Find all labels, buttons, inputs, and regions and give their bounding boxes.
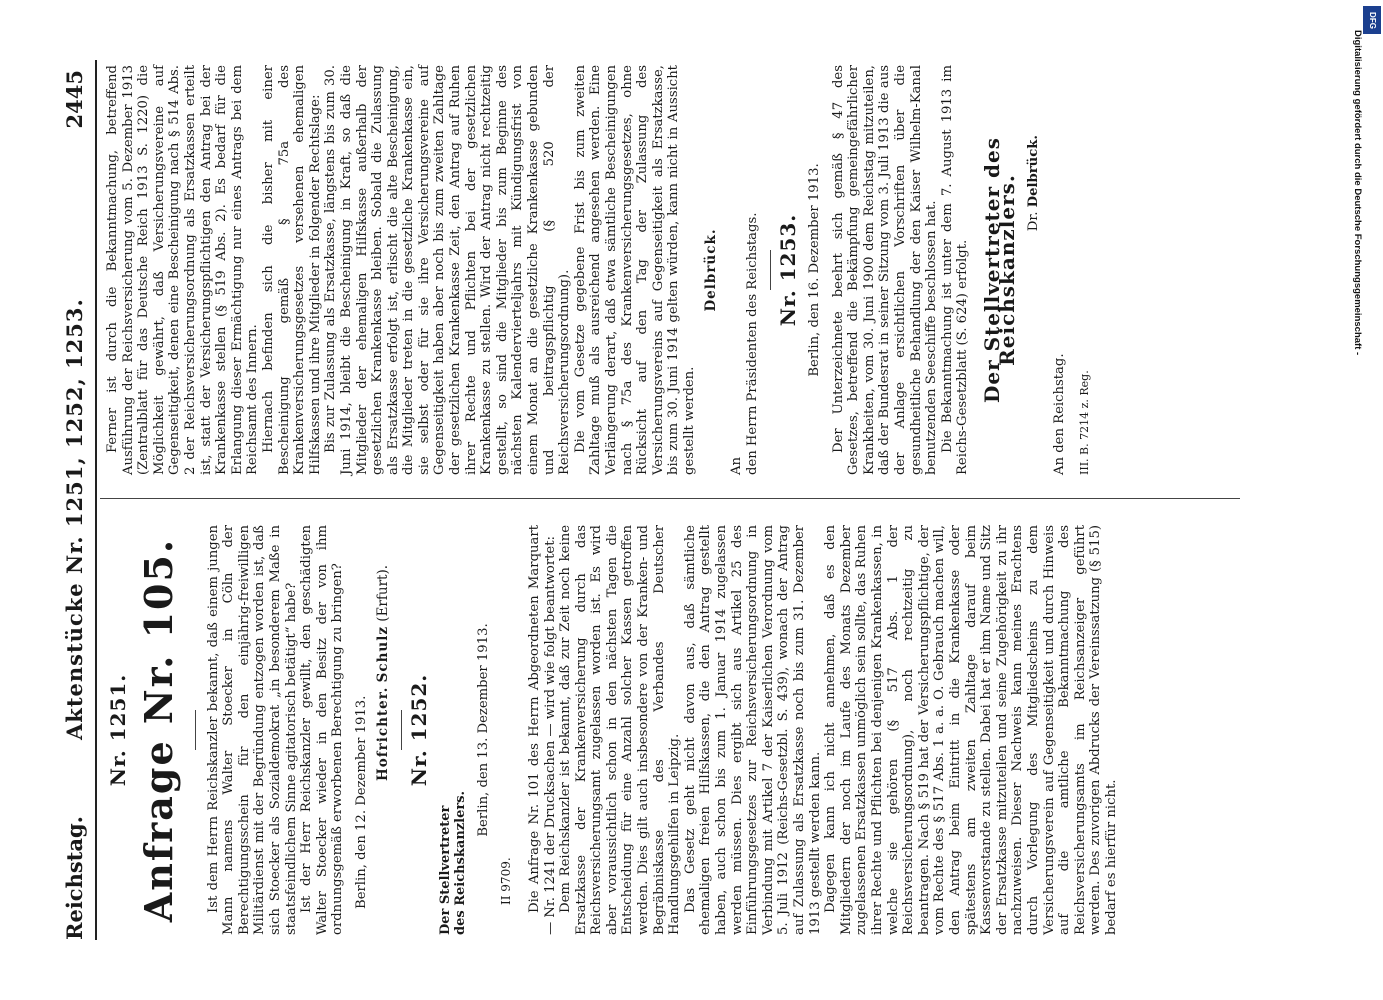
digitization-note: Digitalisierung gefördert durch die Deutsche Forschungsgemeinschaft - — [1352, 30, 1363, 356]
nr-1252-heading: Nr. 1252. — [407, 673, 432, 787]
signature-name-2: Schulz — [374, 626, 391, 683]
addressee-reichstag: An den Reichstag. — [1051, 353, 1067, 475]
nr-1253-heading: Nr. 1253. — [776, 213, 801, 327]
signature-place: (Erfurt). — [374, 565, 391, 622]
header-left: Reichstag. — [62, 816, 87, 940]
short-divider — [195, 710, 196, 750]
intro-paragraph: Die Anfrage Nr. 101 des Herrn Abgeordneten Marquart — Nr. 1241 der Drucksachen — wird wie folgt beantwortet: — [526, 525, 558, 935]
nr-1251-heading: Nr. 1251. — [106, 673, 130, 787]
left-column — [105, 525, 1119, 935]
dfg-logo — [1363, 6, 1381, 34]
body-paragraph: Bis zur Zulassung als Ersatzkasse, längstens bis zum 30. Juni 1914, bleibt die Bescheinigung in Kraft, so daß die Mitglieder der ehemaligen Hilfskasse außerhalb der gesetzlichen Krankenkasse bleiben. Sobald die Zulassung als Ersatzkasse erfolgt ist, erlischt die alte Bescheinigung, die Mitglieder treten in die gesetzliche Krankenkasse ein, sie selbst oder für sie ihre Versicherungsvereine auf Gegenseitigkeit haben aber noch bis zum zweiten Zahltage der gesetzlichen Krankenkasse Zeit, den Antrag auf Ruhen ihrer Rechte und Pflichten bei der gesetzlichen Krankenkasse zu stellen. Wird der Antrag nicht rechtzeitig gestellt, so sind die Mitglieder bis zum Beginne des nächsten Kalendervierteljahrs mit Kündigungsfrist von einem Monat an die gesetzliche Krankenkasse gebunden und beitragspflichtig (§ 520 der Reichsversicherungsordnung). — [323, 65, 573, 475]
body-paragraph: Hiernach befinden sich die bisher mit einer Bescheinigung gemäß § 75a des Krankenversicherungsgesetzes versehenen ehemaligen Hilfskassen und ihre Mitglieder in folgender Rechtslage: — [260, 65, 323, 475]
stellvertreter-line-1: Der Stellvertreter — [437, 805, 453, 935]
reference-number: II 9709. — [499, 857, 514, 905]
signature-name: Hofrichter. — [374, 686, 391, 781]
body-paragraph: Ferner ist durch die Bekanntmachung, betreffend Ausführung der Reichsversicherung vom 5. Dezember 1913 (Zentralblatt für das Deutsche Reich 1913 S. 1220) die Möglichkeit gewährt, daß Versicherungsvereine auf Gegenseitigkeit, denen eine Bescheinigung nach § 514 Abs. 2 der Reichsversicherungsordnung als Ersatzkassen erteilt ist, statt der Versicherungspflichtigen den Antrag bei der Krankenkasse stellen (§ 519 Abs. 2). Es bedarf für die Erlangung dieser Ermächtigung nur eines Antrags bei dem Reichsamt des Innern. — [105, 65, 261, 475]
date-line: Berlin, den 12. Dezember 1913. — [353, 695, 369, 909]
signature-name: Delbrück. — [702, 228, 719, 312]
header-title: Aktenstücke Nr. 1251, 1252, 1253. — [62, 298, 87, 740]
stellvertreter-label — [438, 525, 468, 935]
anfrage-title: Anfrage Nr. 105. — [135, 537, 181, 923]
signature-delbrueck — [704, 65, 720, 475]
stellvertreter-heading: Der Stellvertreter des Reichskanzlers. — [979, 137, 1020, 403]
addressee-line-2: den Herrn Präsidenten des Reichstags. — [744, 212, 760, 475]
body-paragraph: Der Unterzeichnete beehrt sich gemäß § 47 des Gesetzes, betreffend die Bekämpfung gemeingefährlicher Krankheiten, vom 30. Juni 1900 dem Reichstag mitzuteilen, daß der Bundesrat in seiner Sitzung vom 3. Juli 1913 die aus der Anlage ersichtlichen Vorschriften über die gesundheitliche Behandlung der den Kaiser Wilhelm-Kanal benutzenden Seeschiffe beschlossen hat. — [830, 65, 940, 475]
right-column — [105, 65, 1093, 475]
page-number: 2445 — [62, 70, 87, 129]
addressee-line-1: An — [729, 456, 745, 475]
page-header — [62, 60, 92, 940]
answer-paragraph: Dagegen kann ich nicht annehmen, daß es den Mitgliedern der noch im Laufe des Monats Dezember zugelassenen Ersatzkassen unmöglich sein sollte, das Ruhen ihrer Rechte und Pflichten bei denjenigen Krankenkassen, in welche sie gehören (§ 517 Abs. 1 der Reichsversicherungsordnung), noch rechtzeitig zu beantragen. Nach § 519 hat der Versicherungspflichtige, der vom Rechte des § 517 Abs. 1 a. a. O. Gebrauch machen will, den Antrag beim Eintritt in die Krankenkasse oder spätestens am zweiten Zahltage darauf beim Kassenvorstande zu stellen. Dabei hat er ihm Name und Sitz der Ersatzkasse mitzuteilen und seine Zugehörigkeit zu ihr nachzuweisen. Dieser Nachweis kann meines Erachtens durch Vorlegung des Mitgliedscheins zu dem Versicherungsverein auf Gegenseitigkeit und durch Hinweis auf die amtliche Bekanntmachung des Reichsversicherungsamts im Reichsanzeiger geführt werden. Des zuvorigen Abdrucks der Vereinssatzung (§ 515) bedarf es hierfür nicht. — [823, 525, 1119, 935]
stellvertreter-line-2: des Reichskanzlers. — [452, 790, 468, 935]
dfg-logo-text: DFG — [1367, 11, 1377, 29]
body-paragraph: Die Bekanntmachung ist unter dem 7. August 1913 im Reichs-Gesetzblatt (S. 624) erfolgt. — [939, 65, 971, 475]
signature-name: Delbrück. — [1026, 135, 1042, 208]
signature-title: Dr. — [1026, 211, 1042, 232]
addressee — [729, 65, 760, 475]
date-line: Berlin, den 16. Dezember 1913. — [806, 163, 822, 377]
anfrage-paragraph: Ist dem Herrn Reichskanzler bekannt, daß einem jungen Mann namens Walter Stoecker in Cöln der Berechtigungsschein für den einjährig-freiwilligen Militärdienst mit der Begründung entzogen worden ist, daß sich Stoecker als Sozialdemokrat „in besonderem Maße in staatsfeindlichem Sinne agitatorisch betätigt“ habe? — [205, 525, 299, 935]
anfrage-paragraph: Ist der Herr Reichskanzler gewillt, den geschädigten Walter Stoecker wieder in den Besitz der von ihm ordnungsgemäß erworbenen Berechtigung zu bringen? — [299, 525, 346, 935]
signature-line — [376, 565, 392, 935]
answer-paragraph: Das Gesetz geht nicht davon aus, daß sämtliche ehemaligen freien Hilfskassen, die den Antrag gestellt haben, auch schon bis zum 1. Januar 1914 zugelassen werden müssen. Dies ergibt sich aus Artikel 25 des Einführungsgesetzes zur Reichsversicherungsordnung in Verbindung mit Artikel 7 der Kaiserlichen Verordnung vom 5. Juli 1912 (Reichs-Gesetzbl. S. 439), wonach der Antrag auf Zulassung als Ersatzkasse noch bis zum 31. Dezember 1913 gestellt werden kann. — [682, 525, 823, 935]
body-paragraph: Die vom Gesetze gegebene Frist bis zum zweiten Zahltage muß als ausreichend angesehen werden. Eine Verlängerung derart, daß etwa sämtliche Bescheinigungen nach § 75a des Krankenversicherungsgesetzes, ohne Rücksicht auf den Tag der Zulassung des Versicherungsvereins auf Gegenseitigkeit als Ersatzkasse, bis zum 30. Juni 1914 gelten würden, kann nicht in Aussicht gestellt werden. — [572, 65, 697, 475]
footer-reference: III. B. 7214 z. Reg. — [1078, 370, 1092, 475]
column-divider — [100, 498, 1240, 499]
short-divider — [770, 250, 771, 290]
signature-dr — [1026, 135, 1042, 475]
date-line: Berlin, den 13. Dezember 1913. — [475, 623, 491, 837]
header-rule — [95, 60, 97, 940]
digitization-strip — [1352, 0, 1383, 1000]
short-divider — [401, 710, 402, 750]
answer-paragraph: Dem Reichskanzler ist bekannt, daß zur Zeit noch keine Ersatzkasse der Krankenversicherung durch das Reichsversicherungsamt zugelassen worden ist. Es wird aber voraussichtlich schon in den nächsten Tagen die Entscheidung für eine Anzahl solcher Kassen getroffen werden. Dies gilt auch insbesondere von der Kranken- und Begräbniskasse des Verbandes Deutscher Handlungsgehilfen in Leipzig. — [558, 525, 683, 935]
